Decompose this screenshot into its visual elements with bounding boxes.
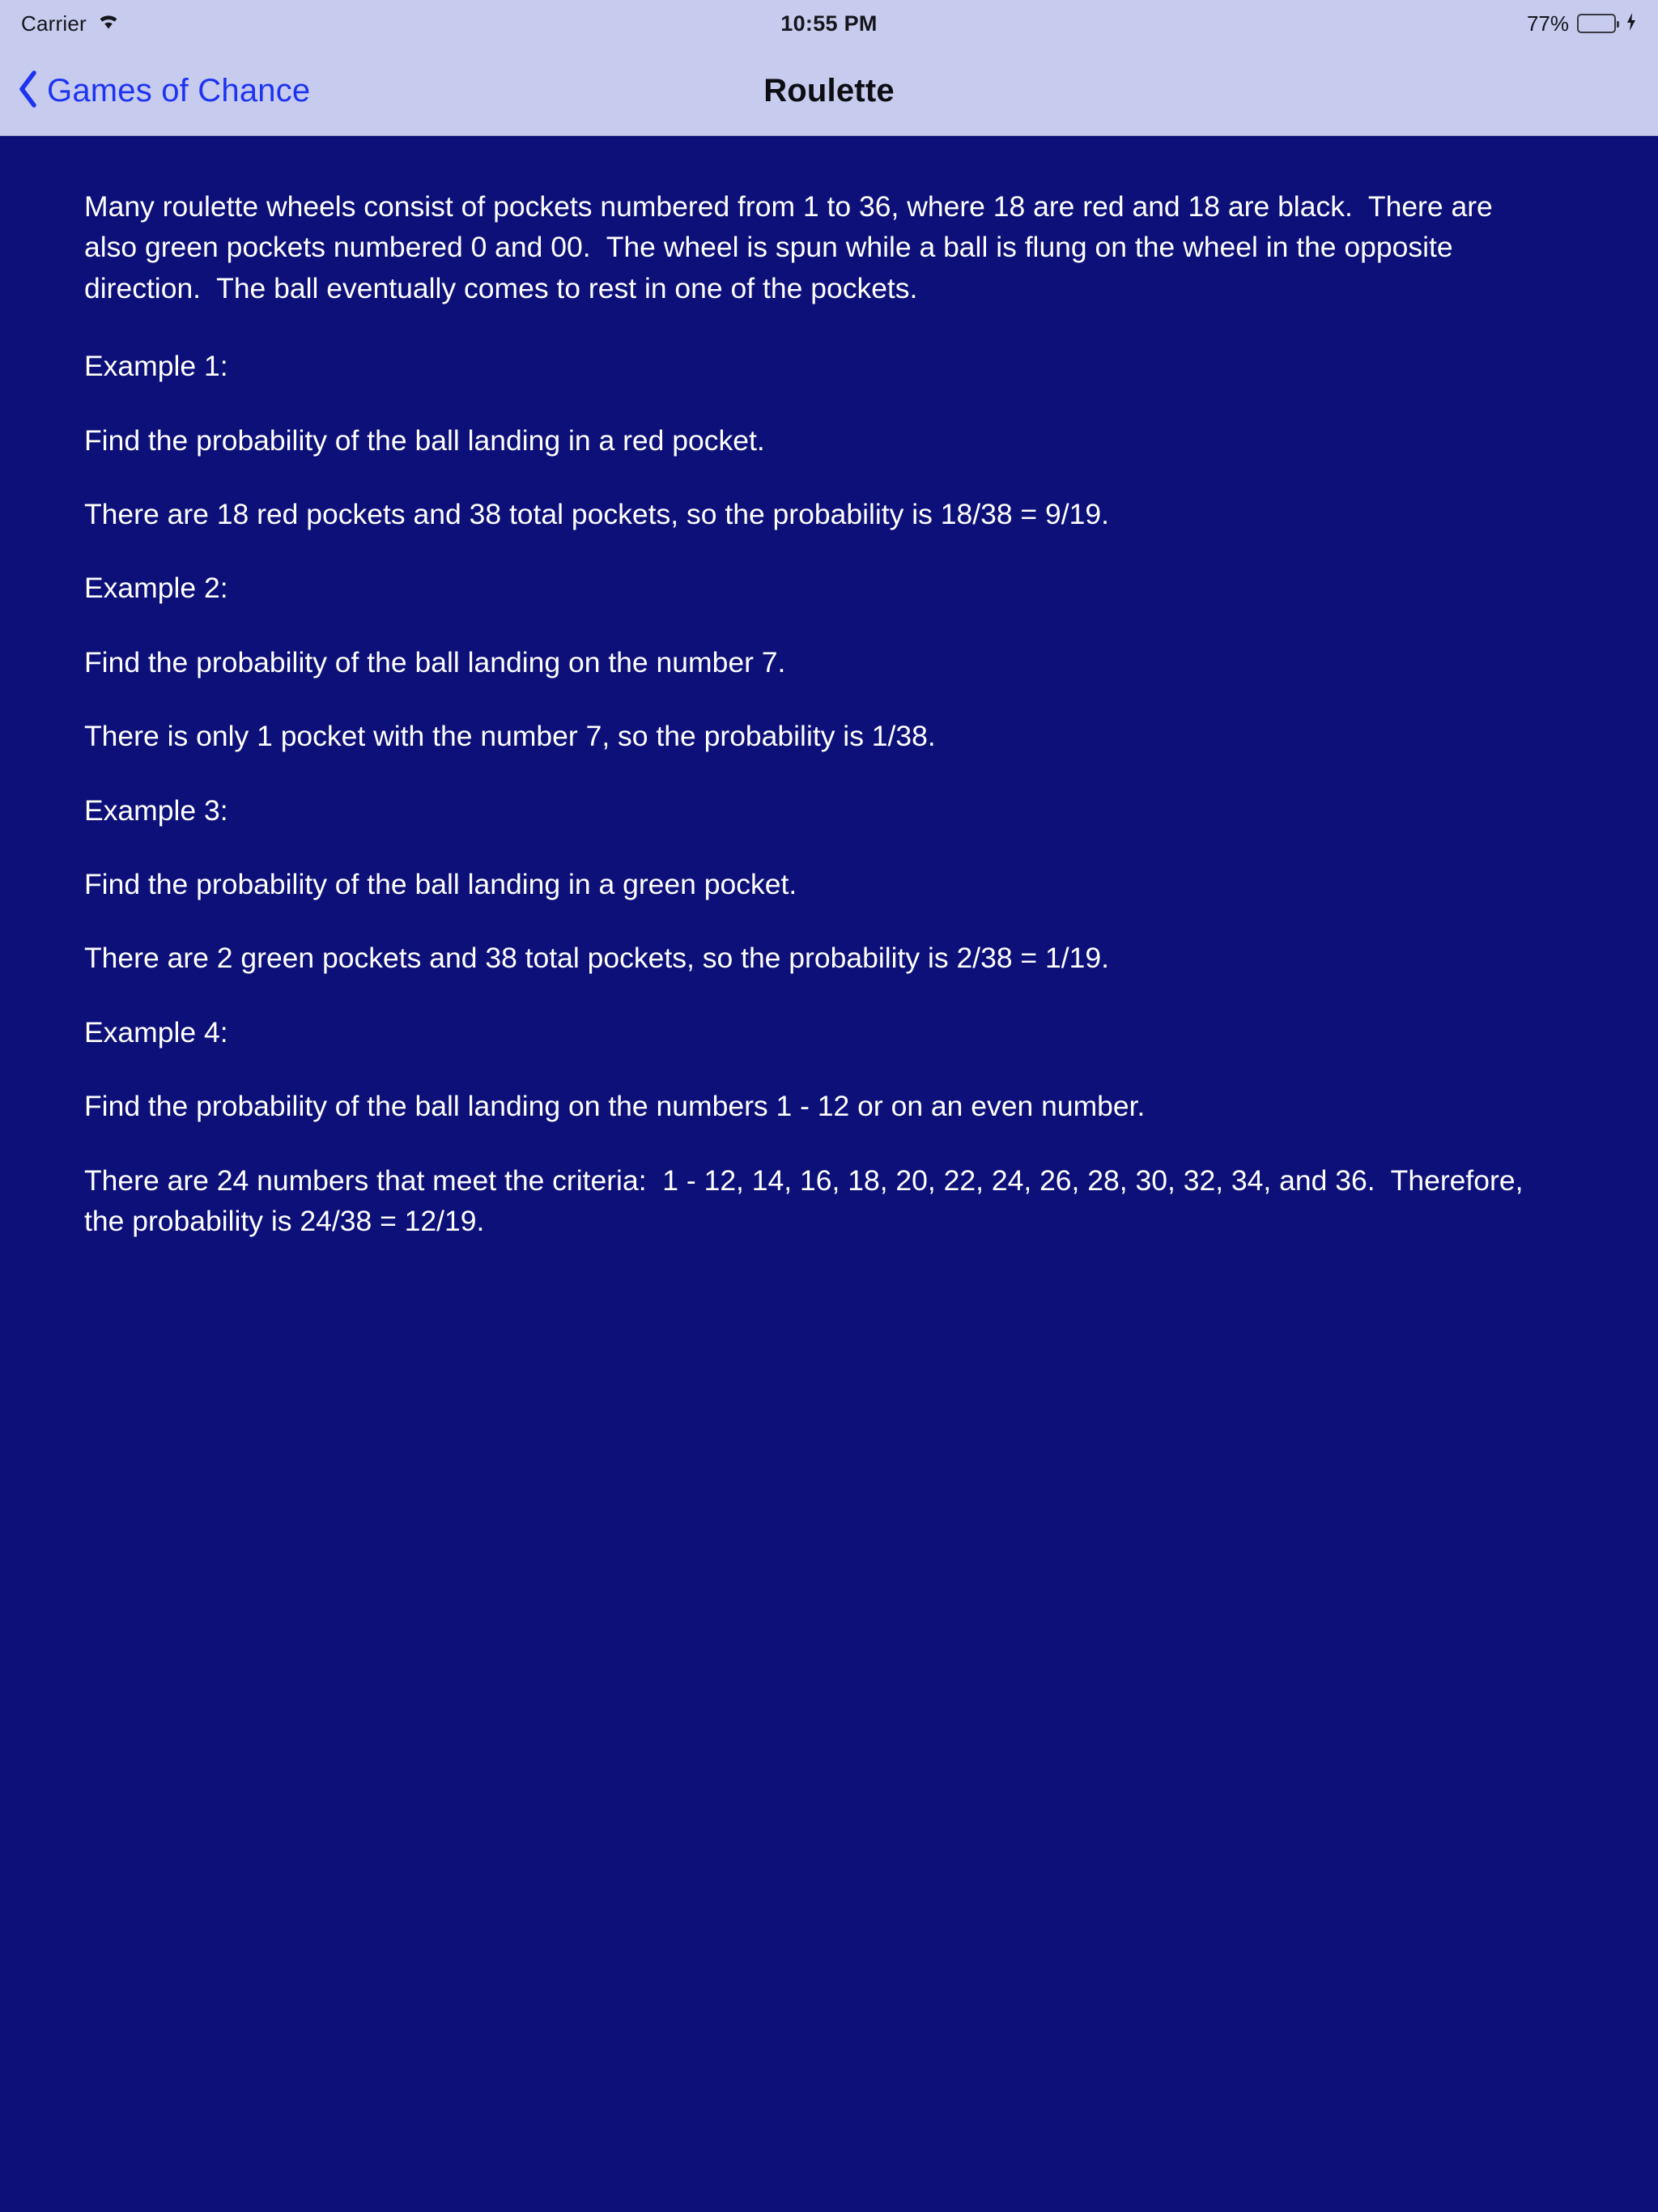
example-1-answer: There are 18 red pockets and 38 total pockets, so the probability is 18/38 = 9/19. — [84, 498, 1109, 531]
example-4-question: Find the probability of the ball landing on the numbers 1 - 12 or on an even number. — [84, 1090, 1146, 1123]
example-2-heading: Example 2: — [84, 572, 228, 605]
status-bar-clock: 10:55 PM — [780, 11, 878, 36]
navigation-bar — [0, 47, 1658, 136]
lightning-bolt-icon — [1626, 12, 1637, 36]
example-3-heading: Example 3: — [84, 793, 228, 827]
battery-icon — [1577, 14, 1616, 33]
example-2-question: Find the probability of the ball landing on the number 7. — [84, 645, 786, 678]
status-bar — [0, 0, 1658, 47]
battery-percent-label: 77% — [1526, 11, 1569, 36]
example-4-heading: Example 4: — [84, 1015, 228, 1049]
carrier-label: Carrier — [21, 11, 87, 36]
example-3-question: Find the probability of the ball landing in a green pocket. — [84, 868, 797, 901]
example-1-question: Find the probability of the ball landing in a red pocket. — [84, 423, 765, 457]
example-1-heading: Example 1: — [84, 350, 228, 383]
chevron-left-icon[interactable] — [18, 70, 39, 112]
example-3-answer: There are 2 green pockets and 38 total pockets, so the probability is 2/38 = 1/19. — [84, 942, 1109, 975]
example-4-answer: There are 24 numbers that meet the criteria: 1 - 12, 14, 16, 18, 20, 22, 24, 26, 28, 30, 32, 34, and 36. Therefore, the probability is 24/38 = 12/19. — [84, 1163, 1532, 1238]
example-2-answer: There is only 1 pocket with the number 7, so the probability is 1/38. — [84, 720, 936, 753]
page-title: Roulette — [763, 73, 895, 108]
back-button-label[interactable]: Games of Chance — [47, 73, 311, 108]
paragraph-intro: Many roulette wheels consist of pockets numbered from 1 to 36, where 18 are red and 18 are black. There are also green pockets numbered 0 and 00. The wheel is spun while a ball is flung on the wheel in the opposite direction. The ball eventually comes to rest in one of the pockets. — [84, 190, 1501, 304]
status-bar-right — [1527, 11, 1637, 36]
lesson-content — [0, 136, 1658, 2212]
back-button[interactable] — [0, 70, 310, 112]
